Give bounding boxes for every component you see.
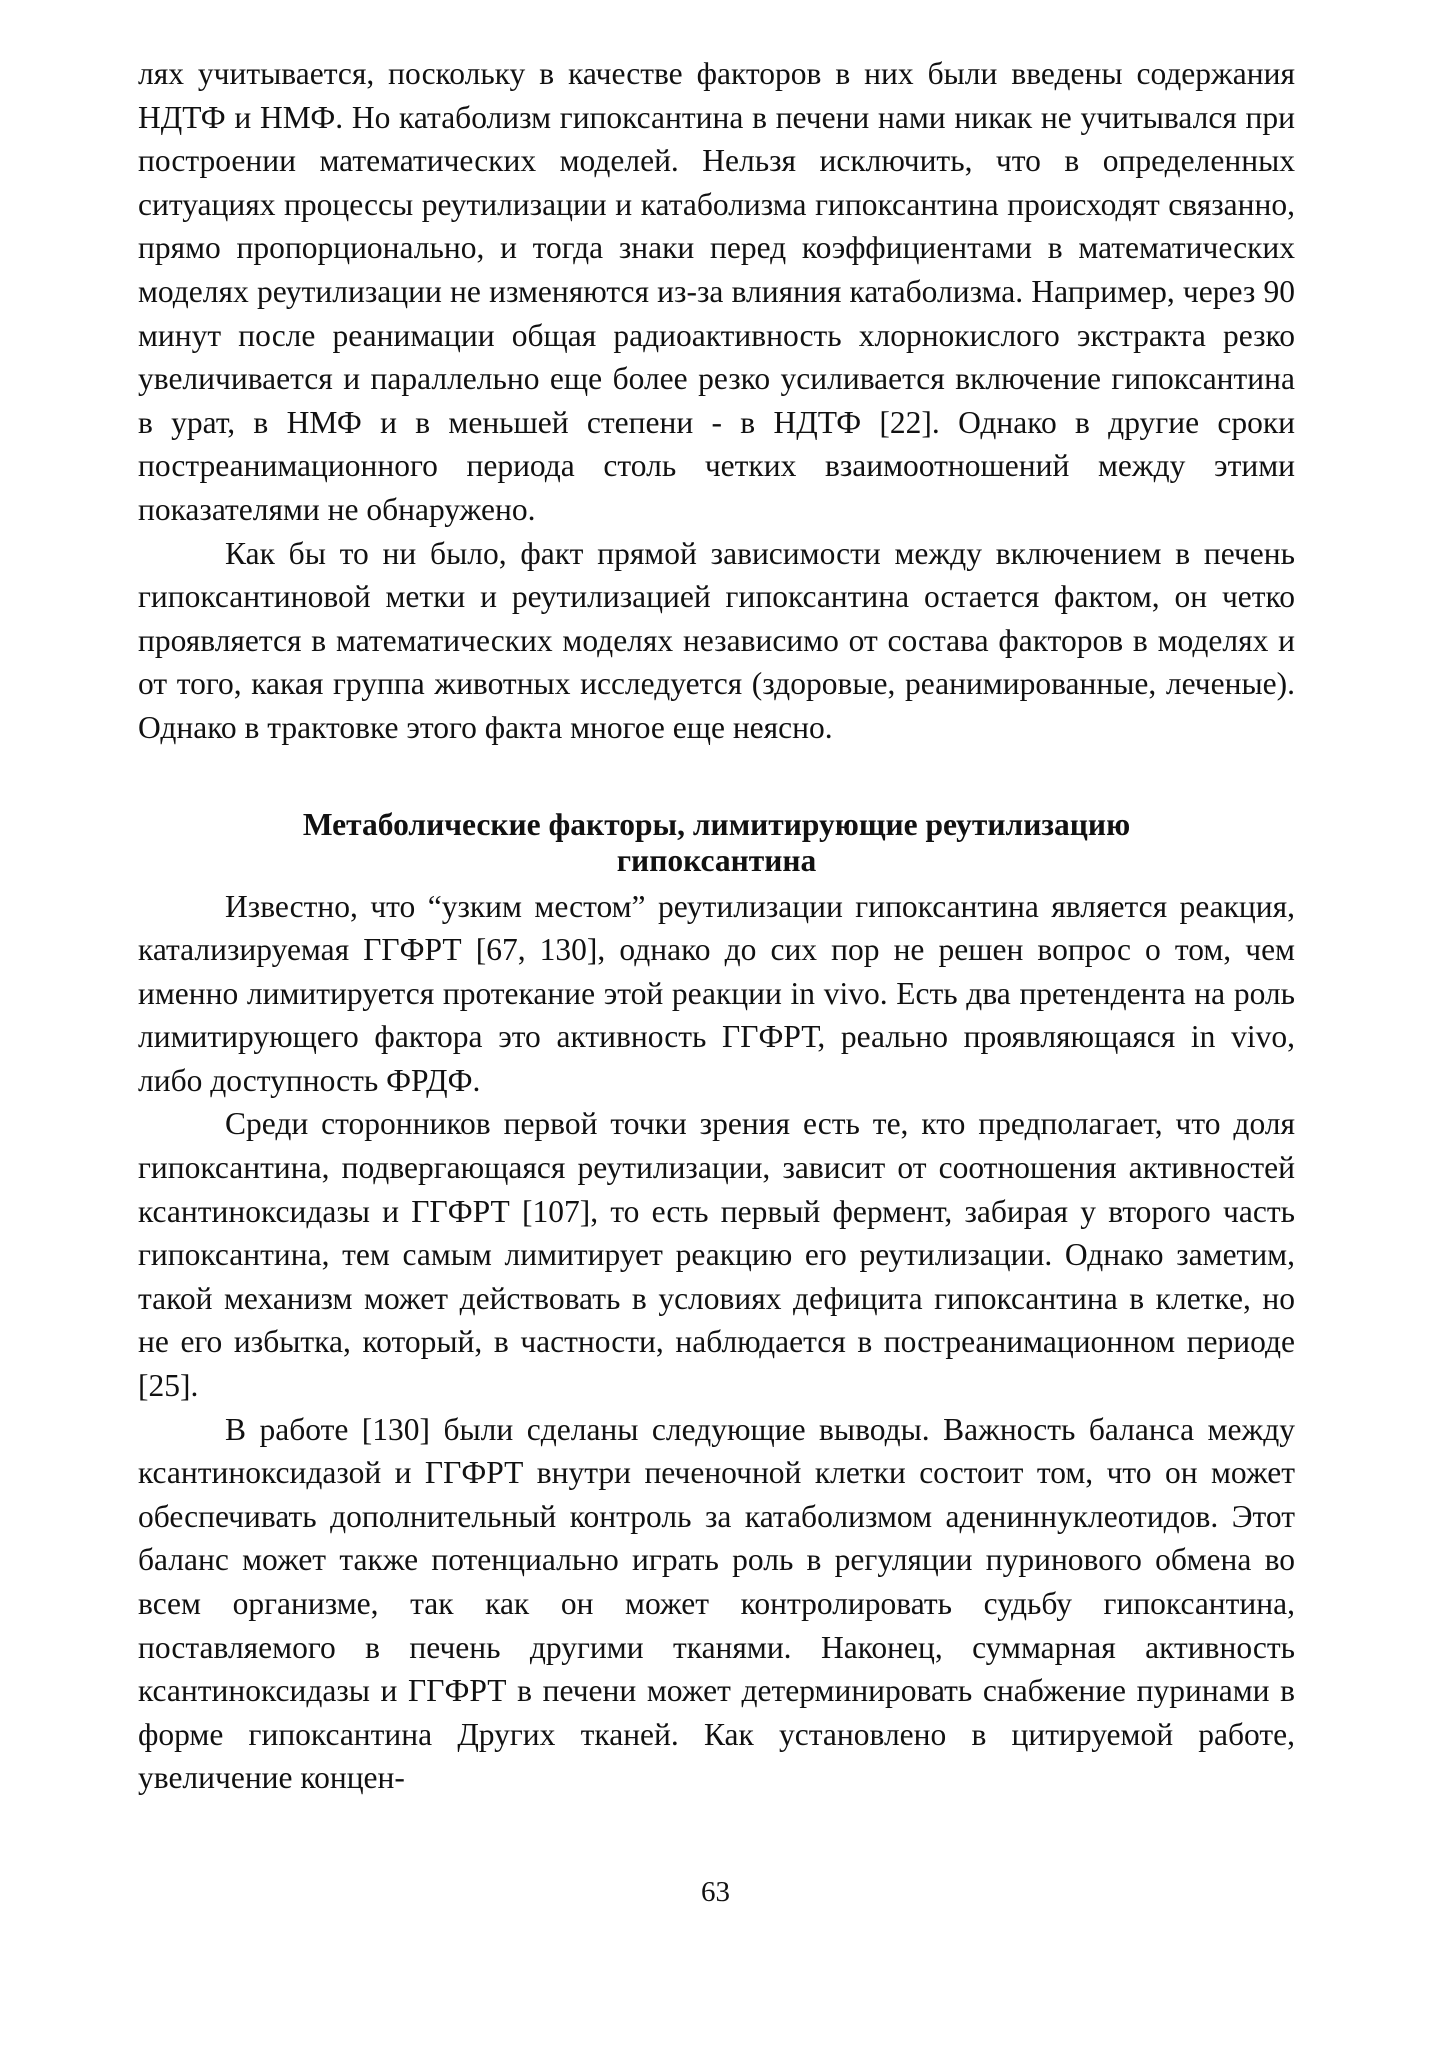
paragraph-2: Как бы то ни было, факт прямой зависимости между включением в печень гипоксантиновой метки и реутилизацией гипоксантина остается фактом, он четко проявляется в математических моделях независимо от состава факторов в моделях и от того, какая группа животных исследуется (здоровые, реанимированные, леченые). Однако в трактовке этого факта многое еще неясно. [138, 535, 1295, 745]
paragraph-1: лях учитывается, поскольку в качестве факторов в них были введены содержания НДТФ и НМФ. Но катаболизм гипоксантина в печени нами никак не учитывался при построении математических моделей. Нельзя исключить, что в определенных ситуациях процессы реутилизации и катаболизма гипоксантина происходят связанно, прямо пропорционально, и тогда знаки перед коэффициентами в математических моделях реутилизации не изменяются из-за влияния катаболизма. Например, через 90 минут после реанимации общая радиоактивность хлорнокислого экстракта резко увеличивается и параллельно еще более резко усиливается включение гипоксантина в урат, в НМФ и в меньшей степени - в НДТФ [22]. Однако в другие сроки постреанимационного периода столь четких взаимоотношений между этими показателями не обнаружено. [138, 56, 1295, 527]
paragraph-5: В работе [130] были сделаны следующие выводы. Важность баланса между ксантиноксидазой и ГГФРТ внутри печеночной клетки состоит том, что он может обеспечивать дополнительный контроль за катаболизмом адениннуклеотидов. Этот баланс может также потенциально играть роль в регуляции пуринового обмена во всем организме, так как он может контролировать судьбу гипоксантина, поставляемого в печень другими тканями. Наконец, суммарная активность ксантиноксидазы и ГГФРТ в печени может детерминировать снабжение пуринами в форме гипоксантина Других тканей. Как установлено в цитируемой работе, увеличение концен- [138, 1411, 1295, 1796]
section-heading [138, 807, 1295, 885]
body-text [138, 52, 1295, 1800]
paragraph-3: Известно, что “узким местом” реутилизации гипоксантина является реакция, катализируемая ГГФРТ [67, 130], однако до сих пор не решен вопрос о том, чем именно лимитируется протекание этой реакции in vivo. Есть два претендента на роль лимитирующего фактора это активность ГГФРТ, реально проявляющаяся in vivo, либо доступность ФРДФ. [138, 888, 1295, 1098]
paragraph-4: Среди сторонников первой точки зрения есть те, кто предполагает, что доля гипоксантина, подвергающаяся реутилизации, зависит от соотношения активностей ксантиноксидазы и ГГФРТ [107], то есть первый фермент, забирая у второго часть гипоксантина, тем самым лимитирует реакцию его реутилизации. Однако заметим, такой механизм может действовать в условиях дефицита гипоксантина в клетке, но не его избытка, который, в частности, наблюдается в постреанимационном периоде [25]. [138, 1106, 1295, 1404]
section-heading-line-2: гипоксантина [616, 842, 817, 878]
page-number: 63 [701, 1876, 730, 1908]
section-heading-line-1: Метаболические факторы, лимитирующие реутилизацию [302, 806, 1131, 842]
